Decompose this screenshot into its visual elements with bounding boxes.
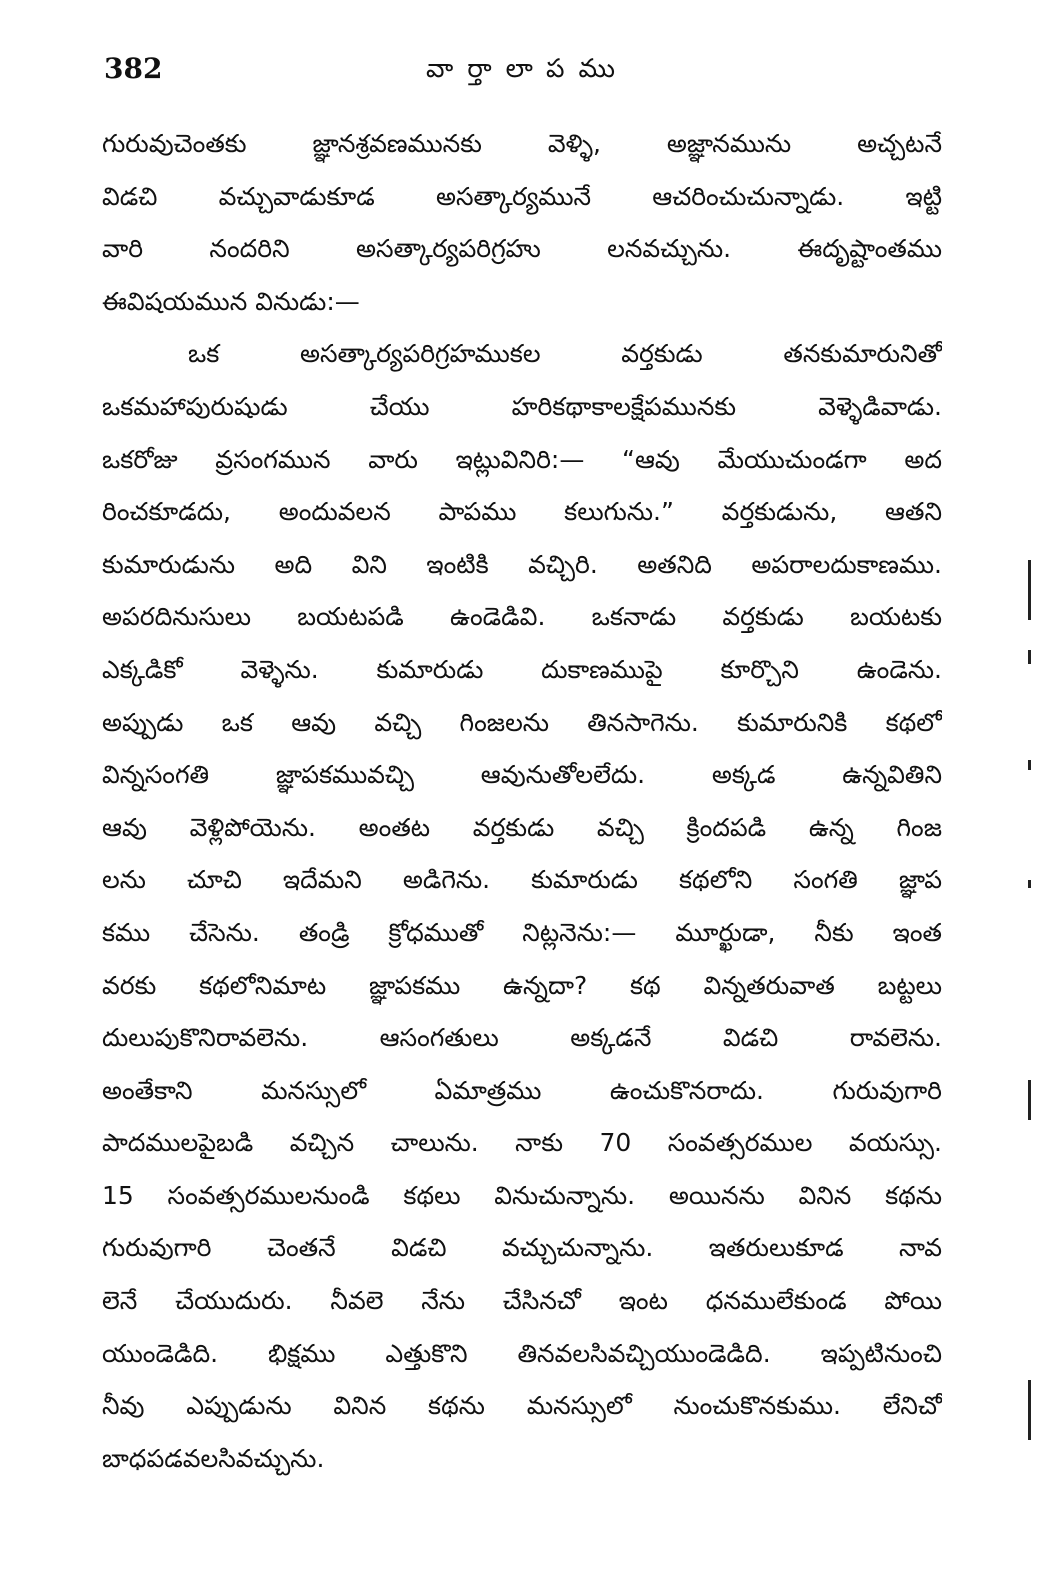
text-line: గురువుచెంతకు జ్ఞానశ్రవణమునకు వెళ్ళి, అజ్ఞానమును అచ్చటనే (102, 129, 942, 158)
text-line: ఒకరోజు వ్రసంగమున వారు ఇట్లువినిరి:— “ఆవు మేయుచుండగా అద (102, 444, 942, 474)
text-line: ఈవిషయమున వినుడు:— (102, 286, 360, 316)
text-line: అంతేకాని మనస్సులో ఏమాత్రము ఉంచుకొనరాదు. గురువుగారి (102, 1075, 942, 1105)
text-line: ఒకమహాపురుషుడు చేయు హరికథాకాలక్షేపమునకు వెళ్ళెడివాడు. (102, 391, 942, 421)
text-line: వరకు కథలోనిమాట జ్ఞాపకము ఉన్నదా? కథ విన్నతరువాత బట్టలు (102, 970, 942, 1000)
scan-edge-mark (1028, 760, 1031, 770)
page-number: 382 (104, 52, 163, 85)
running-head: వార్తాలాపము (425, 54, 630, 84)
text-line: లను చూచి ఇదేమని అడిగెను. కుమారుడు కథలోని సంగతి జ్ఞాప (102, 865, 942, 895)
scan-edge-mark (1028, 880, 1031, 888)
scan-edge-mark (1028, 650, 1031, 664)
text-line: పాదములపైబడి వచ్చిన చాలును. నాకు 70 సంవత్సరముల వయస్సు. (102, 1128, 942, 1158)
text-line: యుండెడిది. భిక్షము ఎత్తుకొని తినవలసివచ్చియుండెడిది. ఇప్పటినుంచి (102, 1338, 942, 1368)
text-line: రించకూడదు, అందువలన పాపము కలుగును.” వర్తకుడును, ఆతని (102, 497, 942, 527)
text-line: 15 సంవత్సరములనుండి కథలు వినుచున్నాను. అయినను వినిన కథను (102, 1180, 942, 1210)
text-line: ఆవు వెళ్లిపోయెను. అంతట వర్తకుడు వచ్చి క్రిందపడి ఉన్న గింజ (102, 812, 942, 842)
text-line: లెనే చేయుదురు. నీవలె నేను చేసినచో ఇంట ధనములేకుండ పోయి (102, 1286, 942, 1316)
text-line: వారి నందరిని అసత్కార్యపరిగ్రహు లనవచ్చును. ఈదృష్టాంతము (102, 234, 942, 264)
body-text (102, 118, 942, 1485)
text-line: విడచి వచ్చువాడుకూడ అసత్కార్యమునే ఆచరించుచున్నాడు. ఇట్టి (102, 181, 942, 211)
text-line: అప్పుడు ఒక ఆవు వచ్చి గింజలను తినసాగెను. కుమారునికి కథలో (102, 707, 942, 737)
text-line: దులుపుకొనిరావలెను. ఆసంగతులు అక్కడనే విడచి రావలెను. (102, 1023, 942, 1053)
text-line: కము చేసెను. తండ్రి క్రోధముతో నిట్లనెను:— మూర్ఖుడా, నీకు ఇంత (102, 917, 942, 947)
text-line: అపరదినుసులు బయటపడి ఉండెడివి. ఒకనాడు వర్తకుడు బయటకు (102, 602, 942, 632)
text-line: విన్నసంగతి జ్ఞాపకమువచ్చి ఆవునుతోలలేదు. అక్కడ ఉన్నవితిని (102, 760, 942, 790)
text-line: కుమారుడును అది విని ఇంటికి వచ్చిరి. అతనిది అపరాలదుకాణము. (102, 549, 942, 579)
text-line: గురువుగారి చెంతనే విడచి వచ్చుచున్నాను. ఇతరులుకూడ నావ (102, 1233, 942, 1263)
scan-edge-mark (1028, 1080, 1031, 1120)
text-line: ఎక్కడికో వెళ్ళెను. కుమారుడు దుకాణముపై కూర్చొని ఉండెను. (102, 654, 942, 684)
text-line: బాధపడవలసివచ్చును. (102, 1443, 325, 1473)
scan-edge-mark (1028, 1380, 1031, 1440)
scan-edge-mark (1028, 560, 1031, 620)
text-line: నీవు ఎప్పుడును వినిన కథను మనస్సులో నుంచుకొనకుము. లేనిచో (102, 1391, 942, 1421)
paragraph-start-line: ఒక అసత్కార్యపరిగ్రహముకల వర్తకుడు తనకుమారునితో (188, 339, 942, 369)
